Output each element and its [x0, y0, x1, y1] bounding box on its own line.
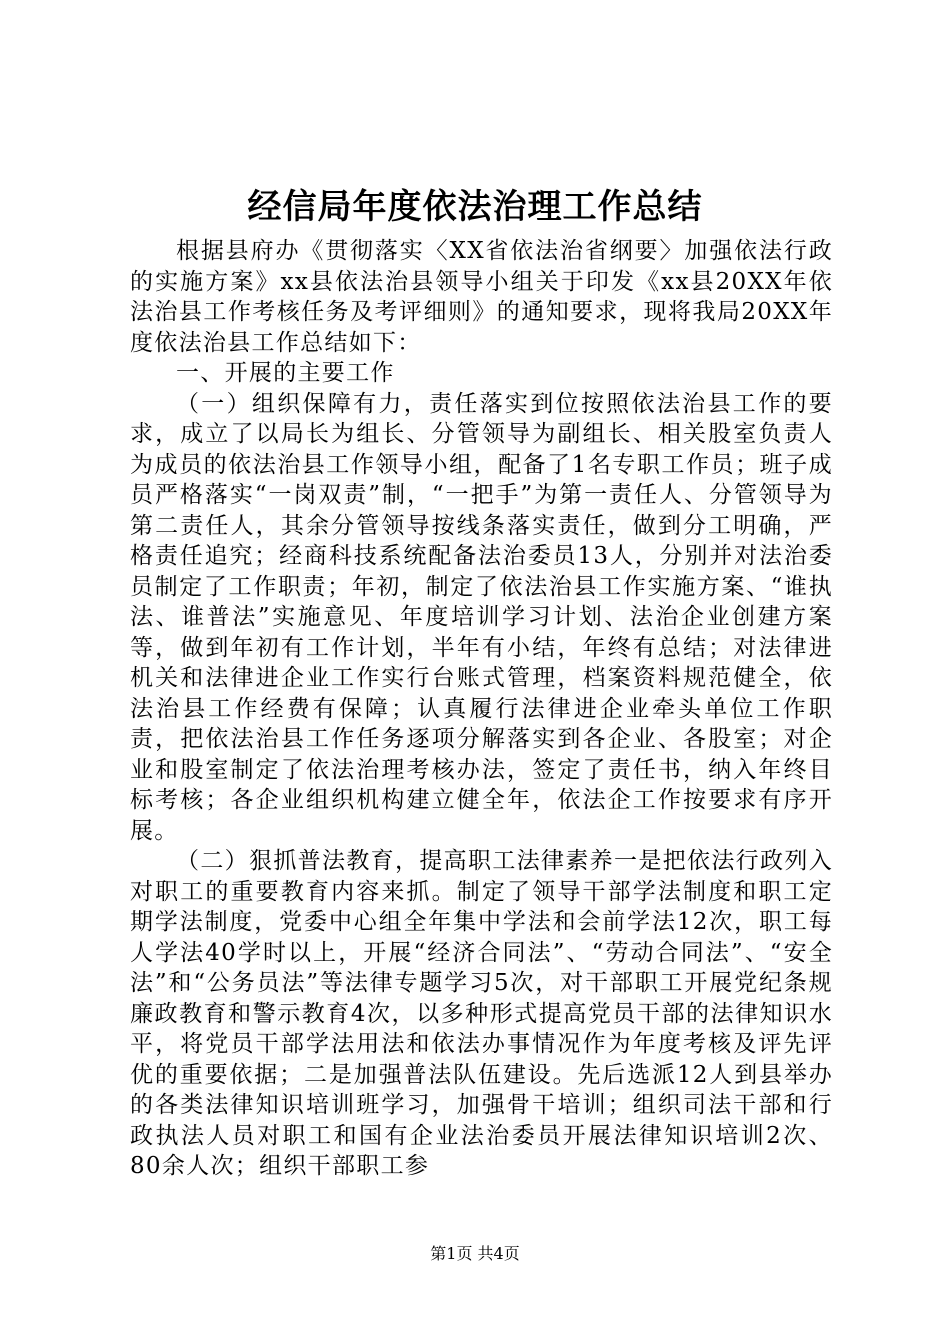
- subsection-paragraph-2: （二）狠抓普法教育，提高职工法律素养一是把依法行政列入对职工的重要教育内容来抓。制定了领导干部学法制度和职工定期学法制度，党委中心组全年集中学法和会前学法12次，职工每人学法40学时以上，开展“经济合同法”、“劳动合同法”、“安全法”和“公务员法”等法律专题学习5次，对干部职工开展党纪条规廉政教育和警示教育4次，以多种形式提高党员干部的法律知识水平，将党员干部学法用法和依法办事情况作为年度考核及评先评优的重要依据；二是加强普法队伍建设。先后选派12人到县举办的各类法律知识培训班学习，加强骨干培训；组织司法干部和行政执法人员对职工和国有企业法治委员开展法律知识培训2次、80余人次；组织干部职工参: [130, 848, 833, 1179]
- document-body: [130, 236, 833, 1182]
- page-number-footer: 第1页 共4页: [430, 1244, 520, 1263]
- subsection-paragraph-1: （一）组织保障有力，责任落实到位按照依法治县工作的要求，成立了以局长为组长、分管领导为副组长、相关股室负责人为成员的依法治县工作领导小组，配备了1名专职工作员；班子成员严格落实“一岗双责”制，“一把手”为第一责任人、分管领导为第二责任人，其余分管领导按线条落实责任，做到分工明确，严格责任追究；经商科技系统配备法治委员13人，分别并对法治委员制定了工作职责；年初，制定了依法治县工作实施方案、“谁执法、谁普法”实施意见、年度培训学习计划、法治企业创建方案等，做到年初有工作计划，半年有小结，年终有总结；对法律进机关和法律进企业工作实行台账式管理，档案资料规范健全，依法治县工作经费有保障；认真履行法律进企业牵头单位工作职责，把依法治县工作任务逐项分解落实到各企业、各股室；对企业和股室制定了依法治理考核办法，签定了责任书，纳入年终目标考核；各企业组织机构建立健全年，依法企工作按要求有序开展。: [130, 390, 833, 844]
- section-heading: 一、开展的主要工作: [176, 360, 395, 386]
- intro-paragraph: 根据县府办《贯彻落实〈XX省依法治省纲要〉加强依法行政的实施方案》xx县依法治县领导小组关于印发《xx县20XX年依法治县工作考核任务及考评细则》的通知要求，现将我局20XX年度依法治县工作总结如下：: [130, 238, 833, 356]
- document-title: 经信局年度依法治理工作总结: [247, 187, 703, 227]
